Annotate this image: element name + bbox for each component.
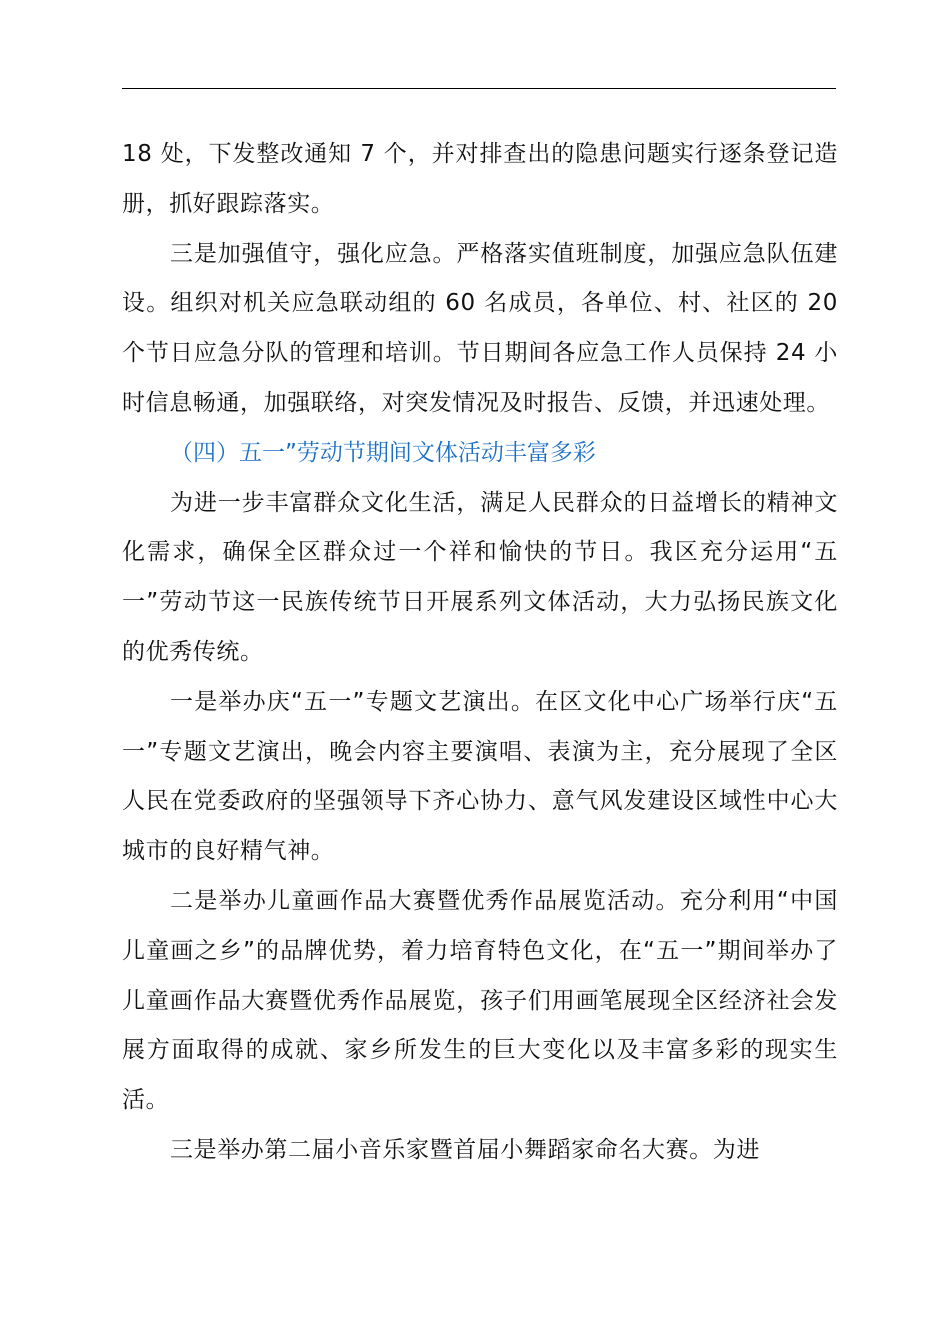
paragraph-duty-emergency: 三是加强值守，强化应急。严格落实值班制度，加强应急队伍建设。组织对机关应急联动组的 60 名成员，各单位、村、社区的 20 个节日应急分队的管理和培训。节日期间各应急工作人员保持 24 小时信息畅通，加强联络，对突发情况及时报告、反馈，并迅速处理。 (122, 240, 838, 416)
paragraph-children-painting: 二是举办儿童画作品大赛暨优秀作品展览活动。充分利用“中国儿童画之乡”的品牌优势，着力培育特色文化，在“五一”期间举办了儿童画作品大赛暨优秀作品展览，孩子们用画笔展现全区经济社会发展方面取得的成就、家乡所发生的巨大变化以及丰富多彩的现实生活。 (122, 887, 838, 1114)
paragraph-music-dance: 三是举办第二届小音乐家暨首届小舞蹈家命名大赛。为进 (170, 1136, 760, 1163)
paragraph-performance: 一是举办庆“五一”专题文艺演出。在区文化中心广场举行庆“五一”专题文艺演出，晚会内容主要演唱、表演为主，充分展现了全区人民在党委政府的坚强领导下齐心协力、意气风发建设区域性中心大城市的良好精气神。 (122, 688, 838, 865)
paragraph-continuation: 18 处，下发整改通知 7 个，并对排查出的隐患问题实行逐条登记造册，抓好跟踪落实。 (122, 141, 838, 217)
document-body (122, 130, 838, 1176)
header-rule (122, 88, 836, 89)
section-heading-4: （四）五一”劳动节期间文体活动丰富多彩 (170, 439, 596, 466)
paragraph-culture-intro: 为进一步丰富群众文化生活，满足人民群众的日益增长的精神文化需求，确保全区群众过一个祥和愉快的节日。我区充分运用“五一”劳动节这一民族传统节日开展系列文体活动，大力弘扬民族文化的优秀传统。 (122, 489, 838, 665)
